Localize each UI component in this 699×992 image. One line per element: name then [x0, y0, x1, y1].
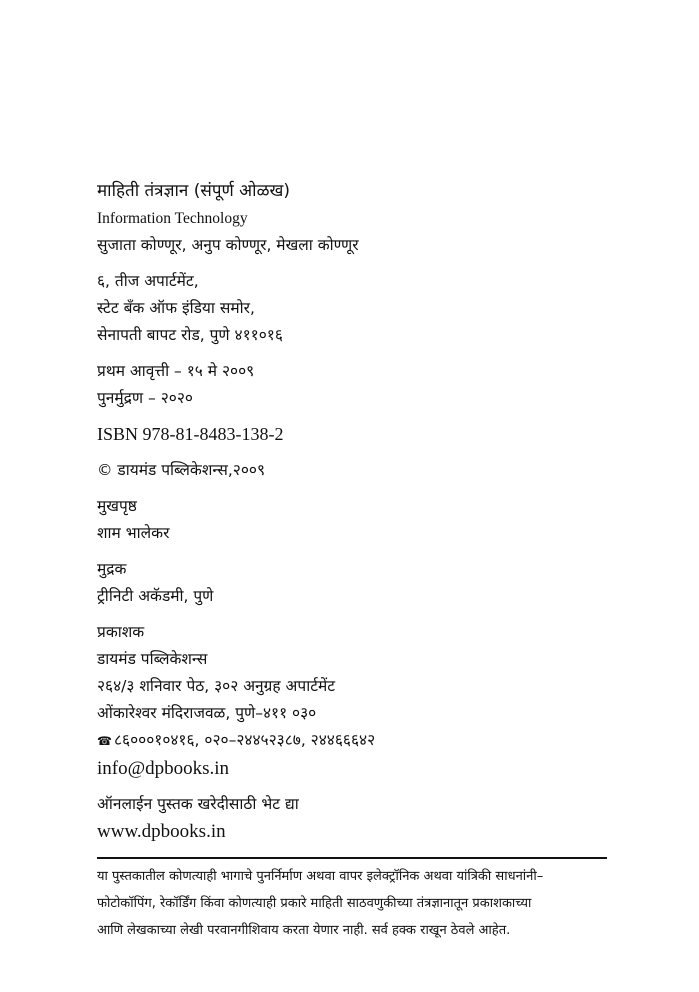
publisher-email[interactable]: info@dpbooks.in: [97, 758, 230, 779]
address-line-1: ६, तीज अपार्टमेंट,: [97, 272, 199, 290]
first-edition: प्रथम आवृत्ती – १५ मे २००९: [97, 362, 255, 380]
rights-notice-line-1: या पुस्तकातील कोणत्याही भागाचे पुनर्निर्माण अथवा वापर इलेक्ट्रॉनिक अथवा यांत्रिकी साधनांनी–: [97, 869, 544, 884]
book-title-english: Information Technology: [97, 210, 248, 227]
printer-name: ट्रीनिटी अकॅडमी, पुणे: [97, 587, 214, 605]
publisher-address-2: ओंकारेश्वर मंदिराजवळ, पुणे–४११ ०३०: [97, 704, 317, 722]
address-line-3: सेनापती बापट रोड, पुणे ४११०१६: [97, 326, 283, 344]
phone-icon: ☎: [97, 734, 112, 748]
copyright-page: [97, 178, 607, 944]
cover-artist: शाम भालेकर: [97, 524, 170, 542]
phone-numbers: ८६०००१०४१६, ०२०–२४४५२३८७, २४४६६६४२: [113, 731, 376, 749]
publisher-phones: [97, 727, 607, 755]
rights-notice-line-2: फोटोकॉपिंग, रेकॉर्डिंग किंवा कोणत्याही प्रकारे माहिती साठवणुकीच्या तंत्रज्ञानातून प्रकाशकाच्या: [97, 896, 532, 911]
publisher-name: डायमंड पब्लिकेशन्स: [97, 650, 208, 668]
address-line-2: स्टेट बँक ऑफ इंडिया समोर,: [97, 299, 255, 317]
rights-notice-line-3: आणि लेखकाच्या लेखी परवानगीशिवाय करता येणार नाही. सर्व हक्क राखून ठेवले आहेत.: [97, 923, 511, 938]
publisher-heading: प्रकाशक: [97, 623, 145, 641]
book-title-marathi: माहिती तंत्रज्ञान (संपूर्ण ओळख): [97, 181, 291, 201]
online-purchase-label: ऑनलाईन पुस्तक खरेदीसाठी भेट द्या: [97, 795, 299, 813]
website-link[interactable]: www.dpbooks.in: [97, 821, 226, 842]
divider: [97, 857, 607, 859]
authors: सुजाता कोण्णूर, अनुप कोण्णूर, मेखला कोण्णूर: [97, 236, 359, 254]
printer-heading: मुद्रक: [97, 560, 127, 578]
copyright-notice: © डायमंड पब्लिकेशन्स,२००९: [97, 461, 265, 479]
reprint-edition: पुनर्मुद्रण – २०२०: [97, 389, 193, 407]
isbn: ISBN 978-81-8483-138-2: [97, 424, 284, 444]
cover-heading: मुखपृष्ठ: [97, 497, 137, 515]
publisher-address-1: २६४/३ शनिवार पेठ, ३०२ अनुग्रह अपार्टमेंट: [97, 677, 336, 695]
